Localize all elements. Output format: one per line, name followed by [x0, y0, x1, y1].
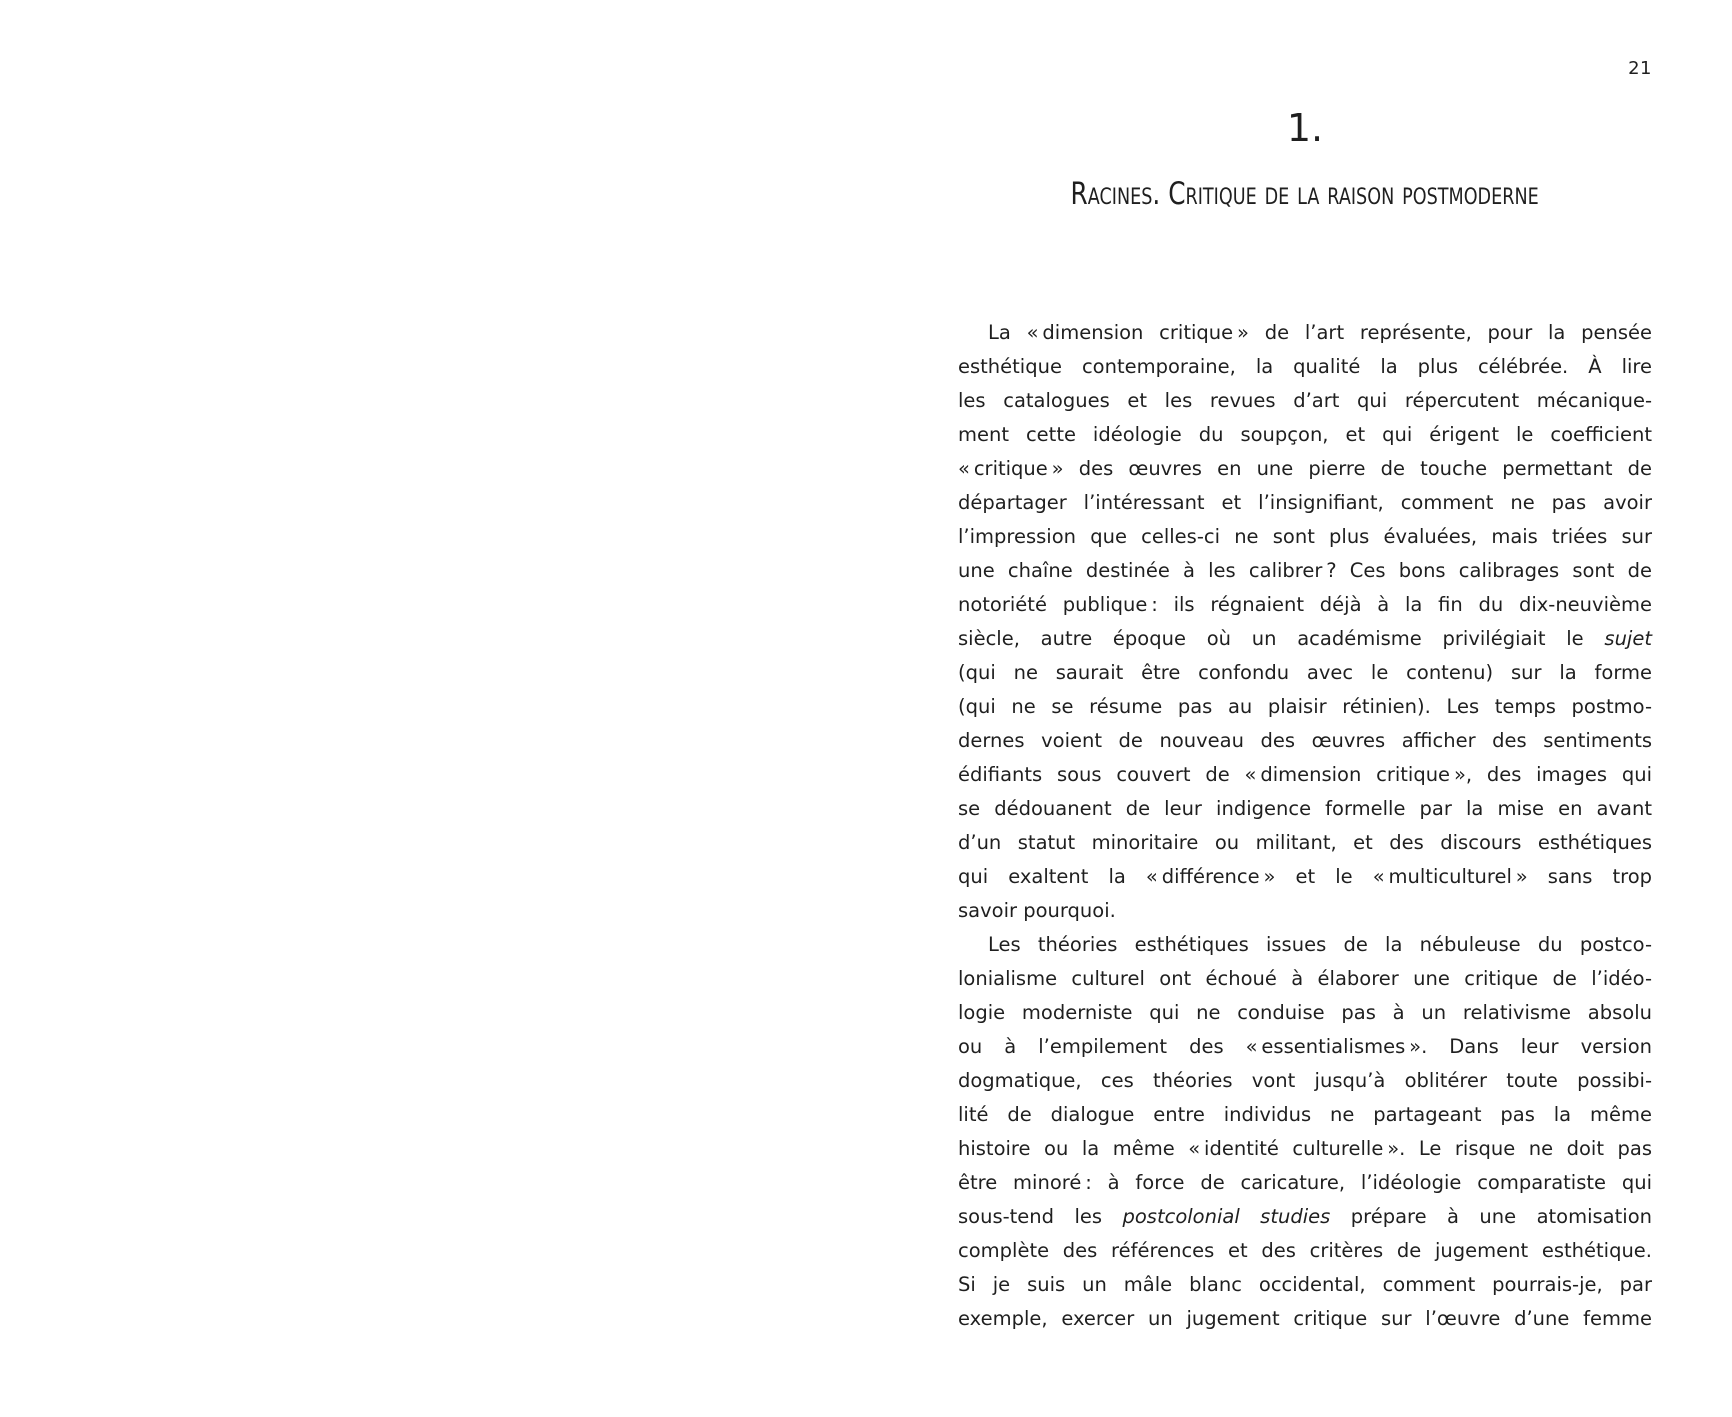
text-segment: Si je suis un mâle blanc occidental, comment pourrais-je, par — [958, 1273, 1652, 1296]
text-segment: l’impression que celles-ci ne sont plus évaluées, mais triées sur — [958, 525, 1652, 548]
chapter-number: 1. — [1286, 106, 1324, 150]
text-segment: les catalogues et les revues d’art qui répercutent mécanique- — [958, 389, 1652, 412]
text-segment: être minoré : à force de caricature, l’idéologie comparatiste qui — [958, 1171, 1652, 1194]
page-number: 21 — [1628, 58, 1652, 79]
text-segment: histoire ou la même « identité culturelle ». Le risque ne doit pas — [958, 1137, 1652, 1160]
text-segment: savoir pourquoi. — [958, 899, 1116, 922]
text-line — [958, 792, 1652, 826]
text-line — [958, 1302, 1652, 1336]
text-line — [958, 350, 1652, 384]
text-segment: dogmatique, ces théories vont jusqu’à oblitérer toute possibi- — [958, 1069, 1652, 1092]
text-segment: édifiants sous couvert de « dimension critique », des images qui — [958, 763, 1652, 786]
text-segment: notoriété publique : ils régnaient déjà à la fin du dix-neuvième — [958, 593, 1652, 616]
text-line — [958, 724, 1652, 758]
text-segment: sous-tend les — [958, 1205, 1123, 1228]
text-segment: se dédouanent de leur indigence formelle par la mise en avant — [958, 797, 1652, 820]
text-line — [958, 1064, 1652, 1098]
body-text — [958, 316, 1652, 1336]
text-segment: (qui ne se résume pas au plaisir rétinien). Les temps postmo- — [958, 695, 1652, 718]
text-segment: « critique » des œuvres en une pierre de touche permettant de — [958, 457, 1652, 480]
text-segment: logie moderniste qui ne conduise pas à un relativisme absolu — [958, 1001, 1652, 1024]
text-segment: Les théories esthétiques issues de la nébuleuse du postco- — [988, 933, 1652, 956]
text-segment: exemple, exercer un jugement critique sur l’œuvre d’une femme — [958, 1307, 1652, 1330]
text-segment: ou à l’empilement des « essentialismes ». Dans leur version — [958, 1035, 1652, 1058]
text-segment: qui exaltent la « différence » et le « multiculturel » sans trop — [958, 865, 1652, 888]
text-segment: dernes voient de nouveau des œuvres afficher des sentiments — [958, 729, 1652, 752]
text-segment: lité de dialogue entre individus ne partageant pas la même — [958, 1103, 1652, 1126]
text-line — [958, 1268, 1652, 1302]
text-line — [958, 996, 1652, 1030]
text-line — [958, 418, 1652, 452]
text-segment: prépare à une atomisation — [1330, 1205, 1652, 1228]
text-line — [958, 384, 1652, 418]
text-segment: siècle, autre époque où un académisme privilégiait le — [958, 627, 1605, 650]
text-line — [958, 622, 1652, 656]
text-segment: une chaîne destinée à les calibrer ? Ces bons calibrages sont de — [958, 559, 1652, 582]
text-line — [958, 452, 1652, 486]
text-line — [958, 928, 1652, 962]
text-line — [958, 486, 1652, 520]
text-line — [958, 588, 1652, 622]
text-segment: ment cette idéologie du soupçon, et qui érigent le coefficient — [958, 423, 1652, 446]
text-line — [958, 690, 1652, 724]
text-line — [958, 656, 1652, 690]
text-line — [958, 758, 1652, 792]
text-line — [958, 1098, 1652, 1132]
text-line — [958, 1166, 1652, 1200]
text-line — [958, 860, 1652, 894]
text-segment: lonialisme culturel ont échoué à élaborer une critique de l’idéo- — [958, 967, 1652, 990]
text-segment: (qui ne saurait être confondu avec le contenu) sur la forme — [958, 661, 1652, 684]
paragraph — [958, 928, 1652, 1336]
text-segment: La « dimension critique » de l’art représente, pour la pensée — [988, 321, 1652, 344]
text-segment: d’un statut minoritaire ou militant, et des discours esthétiques — [958, 831, 1652, 854]
text-line — [958, 1234, 1652, 1268]
chapter-title — [958, 176, 1652, 212]
paragraph — [958, 316, 1652, 928]
text-line — [958, 316, 1652, 350]
text-line — [958, 962, 1652, 996]
italic-text-segment: postcolonial studies — [1122, 1205, 1331, 1228]
text-segment: esthétique contemporaine, la qualité la plus célébrée. À lire — [958, 355, 1652, 378]
text-line — [958, 1030, 1652, 1064]
text-line — [958, 894, 1652, 928]
text-line — [958, 1200, 1652, 1234]
chapter-title-text: Racines. Critique de la raison postmoderne — [1070, 176, 1540, 212]
text-line — [958, 520, 1652, 554]
text-segment: départager l’intéressant et l’insignifiant, comment ne pas avoir — [958, 491, 1652, 514]
text-segment: complète des références et des critères de jugement esthétique. — [958, 1239, 1652, 1262]
text-line — [958, 554, 1652, 588]
italic-text-segment: sujet — [1604, 627, 1652, 650]
text-line — [958, 1132, 1652, 1166]
text-line — [958, 826, 1652, 860]
